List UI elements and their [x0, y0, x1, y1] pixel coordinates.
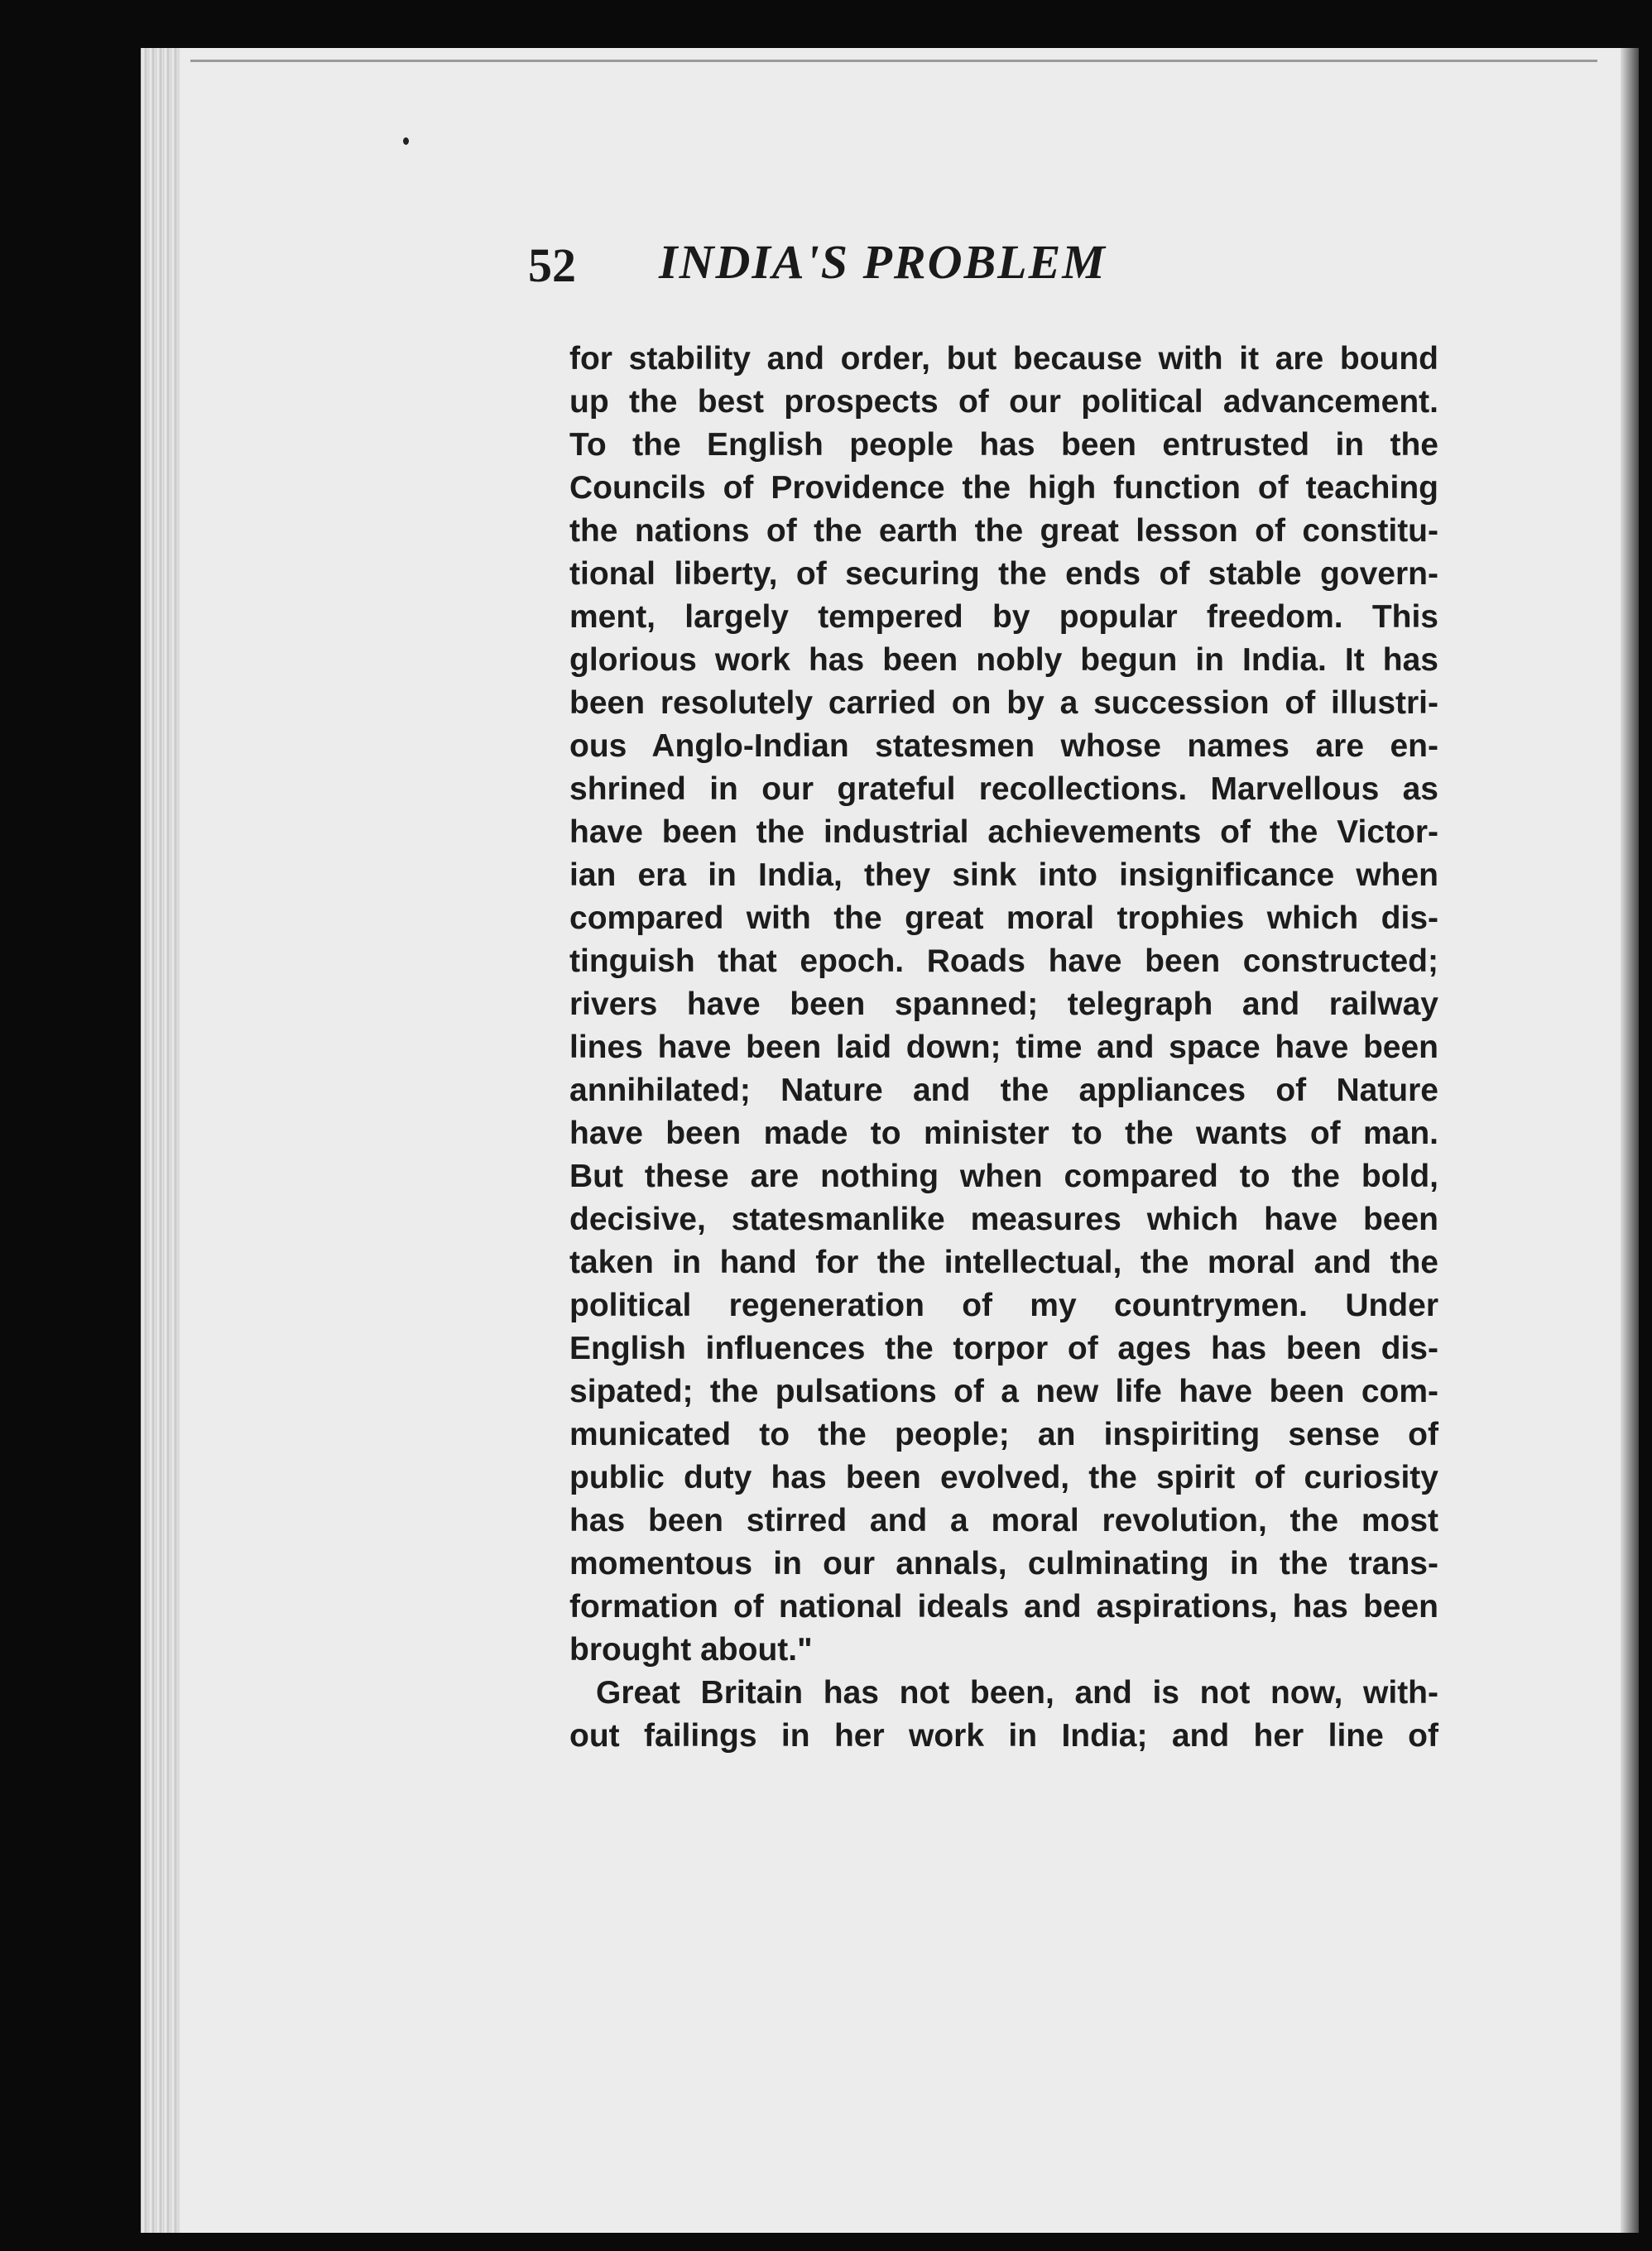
- text-line: municated to the people; an inspiriting sense of: [569, 1417, 1438, 1452]
- text-line: out failings in her work in India; and her line of: [569, 1718, 1438, 1754]
- text-line: been resolutely carried on by a succession of illustri-: [569, 685, 1438, 721]
- text-line: decisive, statesmanlike measures which have been: [569, 1202, 1438, 1237]
- text-line: annihilated; Nature and the appliances of Nature: [569, 1073, 1438, 1108]
- text-line: up the best prospects of our political advancement.: [569, 384, 1438, 420]
- text-line: Councils of Providence the high function of teaching: [569, 470, 1438, 506]
- text-line: has been stirred and a moral revolution, the most: [569, 1503, 1438, 1538]
- text-line: tinguish that epoch. Roads have been constructed;: [569, 943, 1438, 979]
- text-line: tional liberty, of securing the ends of stable govern-: [569, 556, 1438, 592]
- ink-speck: [403, 137, 409, 145]
- body-text: [569, 338, 1438, 1758]
- text-line: momentous in our annals, culminating in the trans-: [569, 1546, 1438, 1581]
- text-line: To the English people has been entrusted in the: [569, 427, 1438, 463]
- text-line: glorious work has been nobly begun in India. It has: [569, 642, 1438, 678]
- page-gutter-shadow: [1621, 48, 1639, 2233]
- text-line: ian era in India, they sink into insignificance when: [569, 857, 1438, 893]
- page-top-edge: [190, 60, 1597, 62]
- text-line: English influences the torpor of ages has been dis-: [569, 1331, 1438, 1366]
- text-line: shrined in our grateful recollections. Marvellous as: [569, 771, 1438, 807]
- text-line: ment, largely tempered by popular freedom. This: [569, 599, 1438, 635]
- page-header: [528, 234, 1273, 300]
- text-line: taken in hand for the intellectual, the moral and the: [569, 1245, 1438, 1280]
- text-line: sipated; the pulsations of a new life have been com-: [569, 1374, 1438, 1409]
- text-line: brought about.": [569, 1632, 813, 1668]
- text-line: the nations of the earth the great lesson of constitu-: [569, 513, 1438, 549]
- text-line: compared with the great moral trophies which dis-: [569, 900, 1438, 936]
- running-head: INDIA'S PROBLEM: [659, 235, 1107, 289]
- text-line: have been made to minister to the wants of man.: [569, 1116, 1438, 1151]
- text-line: ous Anglo-Indian statesmen whose names are en-: [569, 728, 1438, 764]
- page-stack-edge: [141, 48, 180, 2233]
- text-line: formation of national ideals and aspirations, has been: [569, 1589, 1438, 1625]
- text-line: political regeneration of my countrymen. Under: [569, 1288, 1438, 1323]
- text-line: have been the industrial achievements of the Victor-: [569, 814, 1438, 850]
- text-line: public duty has been evolved, the spirit of curiosity: [569, 1460, 1438, 1495]
- text-line: rivers have been spanned; telegraph and railway: [569, 986, 1438, 1022]
- text-line: lines have been laid down; time and space have been: [569, 1030, 1438, 1065]
- text-line: But these are nothing when compared to the bold,: [569, 1159, 1438, 1194]
- text-line: Great Britain has not been, and is not now, with-: [596, 1675, 1438, 1711]
- page-number: 52: [528, 238, 576, 292]
- text-line: for stability and order, but because with it are bound: [569, 341, 1438, 377]
